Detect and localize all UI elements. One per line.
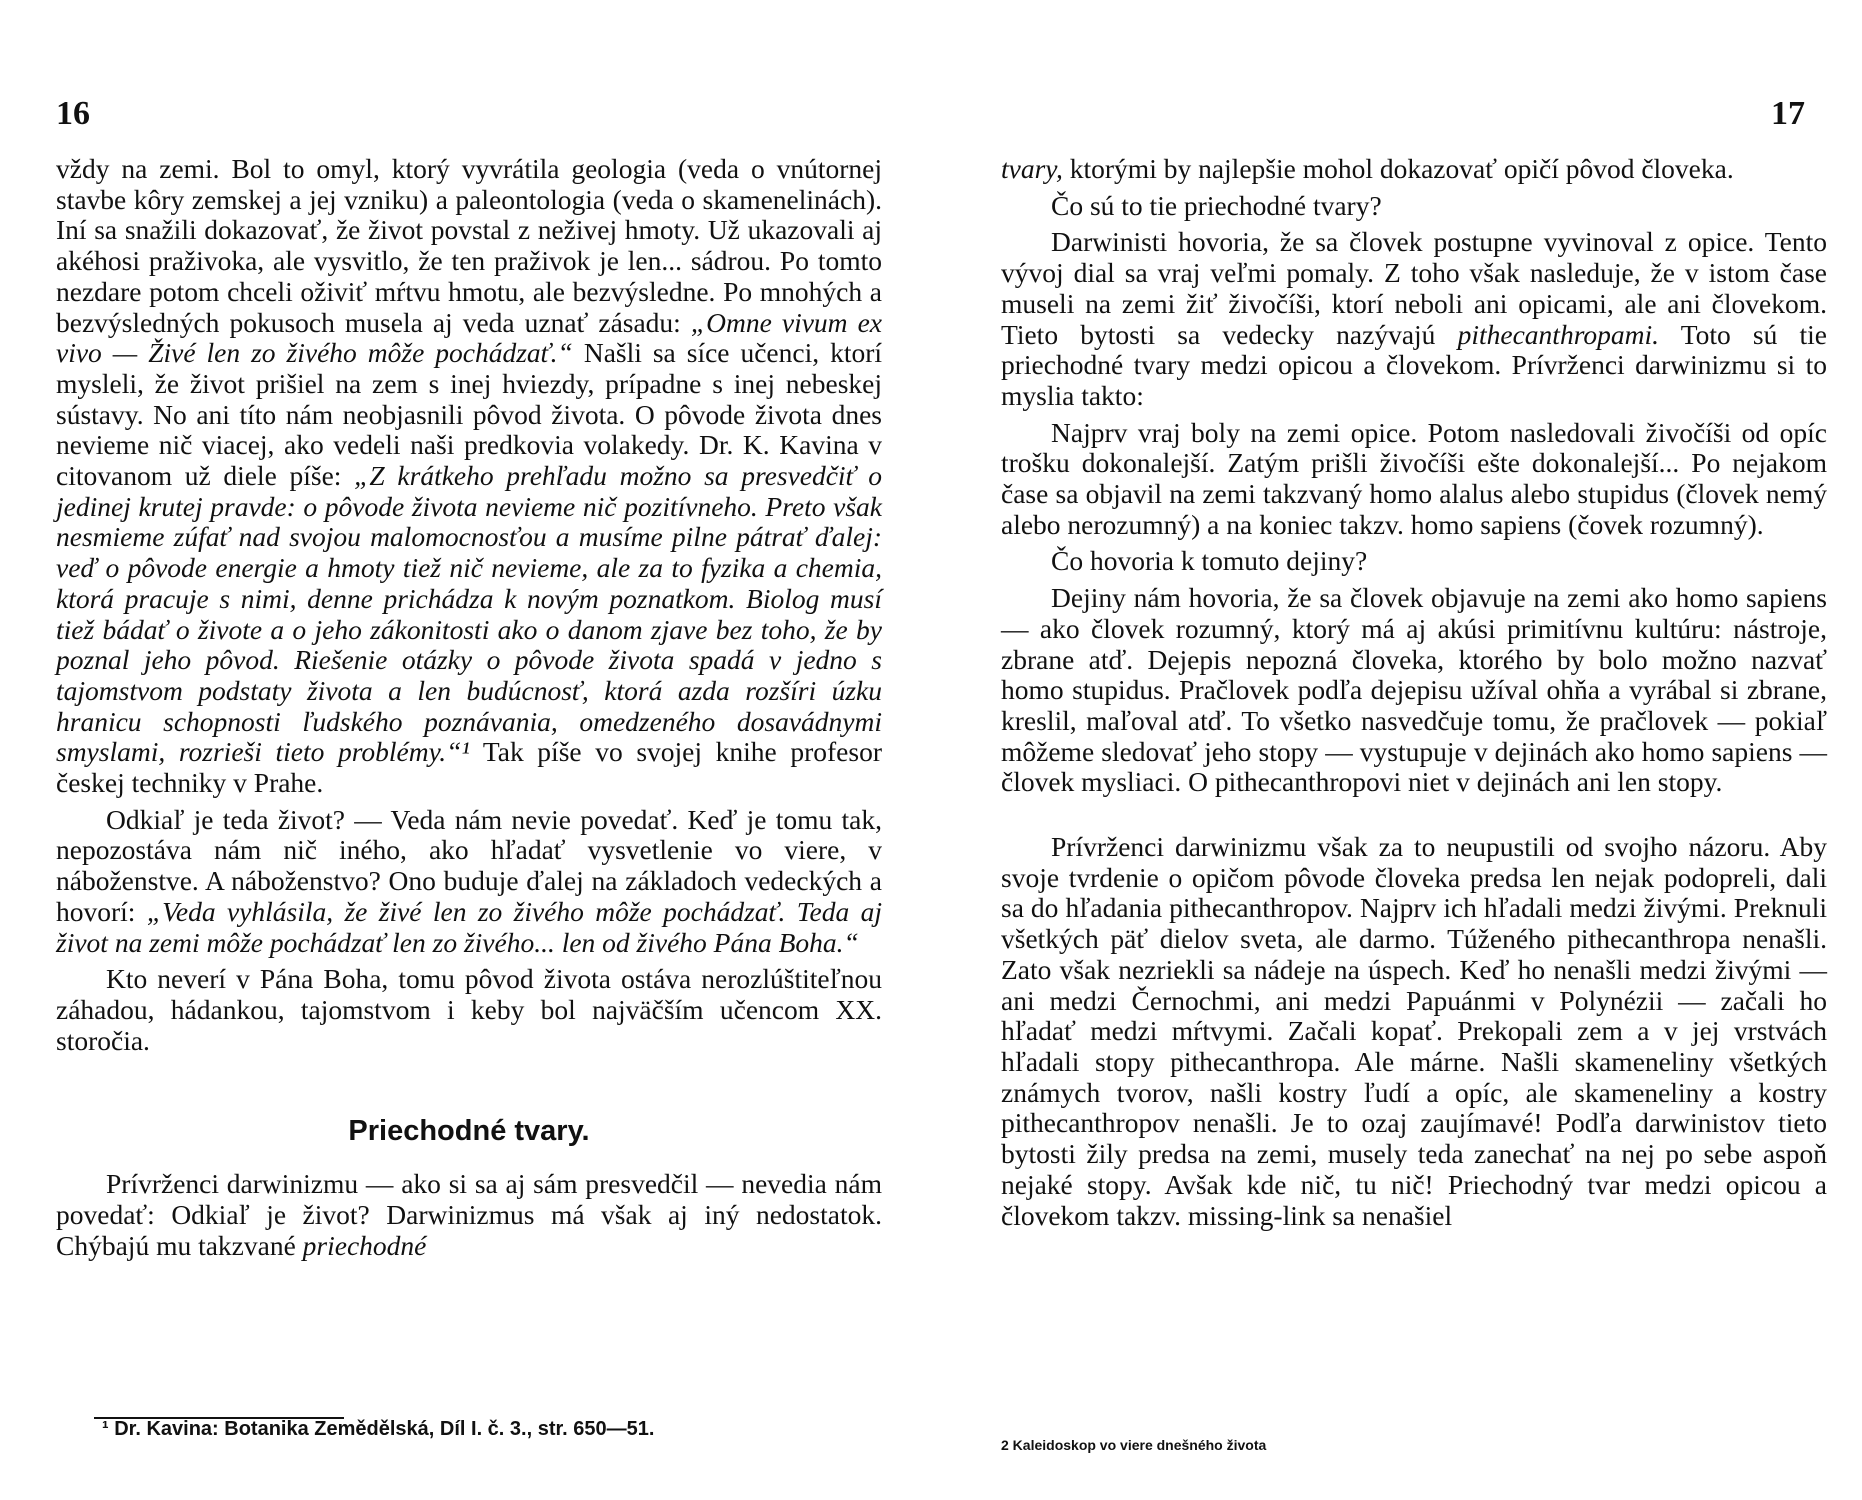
paragraph: Kto neverí v Pána Boha, tomu pôvod života ostáva nerozlúštiteľnou záhadou, hádankou, tajomstvom i keby bol najväčším učencom XX. storočia. — [56, 963, 882, 1056]
paragraph: Odkiaľ je teda život? — Veda nám nevie povedať. Keď je tomu tak, nepozostáva nám nič iného, ako hľadať vysvetlenie vo viere, v náboženstve. A náboženstvo? Ono buduje ďalej na základoch vedeckých a hovorí: „Veda vyhlásila, že živé len zo živého môže pochádzať. Teda aj život na zemi môže pochádzať len zo živého... len od živého Pána Boha.“ — [56, 803, 883, 958]
paragraph: Čo hovoria k tomuto dejiny? — [1051, 545, 1368, 577]
paragraph: Najprv vraj boly na zemi opice. Potom nasledovali živočíši od opíc trošku dokonalejší. Zatým prišli živočíši ešte dokonalejší... Po nejakom čase sa objavil na zemi takzvaný homo alalus alebo stupidus (človek nemý alebo nerozumný) a na koniec takzv. homo sapiens (čovek rozumný). — [1001, 416, 1827, 540]
paragraph: Čo sú to tie priechodné tvary? — [1051, 189, 1382, 221]
footnote: ¹ Dr. Kavina: Botanika Zemědělská, Díl I. č. 3., str. 650—51. — [102, 1418, 655, 1440]
paragraph: tvary, ktorými by najlepšie mohol dokazovať opičí pôvod človeka. — [1001, 153, 1734, 184]
section-heading: Priechodné tvary. — [348, 1115, 590, 1148]
page-number-right: 17 — [1771, 95, 1805, 132]
footnote: 2 Kaleidoskop vo viere dnešného života — [1001, 1437, 1267, 1453]
paragraph: Dejiny nám hovoria, že sa človek objavuje na zemi ako homo sapiens — ako človek rozumný, ktorý má aj akúsi primitívnu kultúru: nástroje, zbrane atď. Dejepis nepozná človeka, ktorého by bolo možno nazvať homo stupidus. Pračlovek podľa dejepisu užíval ohňa a vyrábal si zbrane, kreslil, maľoval atď. To všetko nasvedčuje tomu, že pračlovek — pokiaľ môžeme sledovať jeho stopy — vystupuje v dejinách ako homo sapiens — človek mysliaci. O pithecanthropovi niet v dejinách ani len stopy. — [1001, 582, 1827, 798]
paragraph: Prívrženci darwinizmu — ako si sa aj sám presvedčil — nevedia nám povedať: Odkiaľ je život? Darwinizmus má však aj iný nedostatok. Chýbajú mu takzvané priechodné — [56, 1168, 882, 1261]
left-page-text — [56, 154, 882, 1267]
paragraph: Prívrženci darwinizmu však za to neupustili od svojho názoru. Aby svoje tvrdenie o opičom pôvode človeka predsa len nejak podopreli, dali sa do hľadania pithecanthropov. Najprv ich hľadali medzi živými. Preknuli všetkých päť dielov sveta, ale darmo. Túženého pithecanthropa nenašli. Zato však nezriekli sa nádeje na úspech. Keď ho nenašli medzi živými — ani medzi Černochmi, ani medzi Papuánmi v Polynézii — začali ho hľadať medzi mŕtvymi. Začali kopať. Prekopali zem a v jej vrstvách hľadali stopy pithecanthropa. Ale márne. Našli skameneliny všetkých známych tvorov, našli kostry ľudí a opíc, ale skameneliny a kostry pithecanthropov nenašli. Je to ozaj zaujímavé! Podľa darwinistov tieto bytosti žily predsa na zemi, musely teda zanechať na nej po sebe aspoň nejaké stopy. Avšak kde nič, tu nič! Priechodný tvar medzi opicou a človekom takzv. missing-link sa nenašiel — [1001, 831, 1827, 1231]
right-page — [931, 0, 1862, 1500]
left-page — [0, 0, 900, 1500]
page-number-left: 16 — [56, 95, 90, 132]
right-page-text — [1001, 154, 1827, 1237]
paragraph: Darwinisti hovoria, že sa človek postupne vyvinoval z opice. Tento vývoj dial sa vraj veľmi pomaly. Z toho však nasleduje, že v istom čase museli na zemi žiť živočíši, ktorí neboli ani opicami, ale ani človekom. Tieto bytosti sa vedecky nazývajú pithecanthropami. Toto sú tie priechodné tvary medzi opicou a človekom. Prívrženci darwinizmu si to myslia takto: — [1001, 226, 1827, 411]
paragraph: vždy na zemi. Bol to omyl, ktorý vyvrátila geologia (veda o vnútornej stavbe kôry zemskej a jej vzniku) a paleontologia (veda o skamenelinách). Iní sa snažili dokazovať, že život povstal z neživej hmoty. Už ukazovali aj akéhosi praživoka, ale vysvitlo, že ten praživok je len... sádrou. Po tomto nezdare potom chceli oživiť mŕtvu hmotu, ale bezvýsledne. Po mnohých a bezvýsledných pokusoch musela aj veda uznať zásadu: „Omne vivum ex vivo — Živé len zo živého môže pochádzať.“ Našli sa síce učenci, ktorí mysleli, že život prišiel na zem s inej hviezdy, prípadne s inej nebeskej sústavy. No ani títo nám neobjasnili pôvod života. O pôvode života dnes nevieme nič viacej, ako vedeli naši predkovia volakedy. Dr. K. Kavina v citovanom už diele píše: „Z krátkeho prehľadu možno sa presvedčiť o jedinej krutej pravde: o pôvode života nevieme nič pozitívneho. Preto však nesmieme zúfať nad svojou malomocnosťou a musíme pilne pátrať ďalej: veď o pôvode energie a hmoty tiež nič nevieme, ale za to fyzika a chemia, ktorá pracuje s nimi, denne prichádza k novým poznatkom. Biolog musí tiež bádať o živote a o jeho zákonitosti ako o danom zjave bez toho, že by poznal jeho pôvod. Riešenie otázky o pôvode života spadá v jedno s tajomstvom podstaty života a len budúcnosť, ktorá azda rozšíri úzku hranicu schopnosti ľudského poznávania, omedzeného dosavádnymi smyslami, rozrieši tieto problémy.“¹ Tak píše vo svojej knihe profesor českej techniky v Prahe. — [56, 153, 883, 799]
